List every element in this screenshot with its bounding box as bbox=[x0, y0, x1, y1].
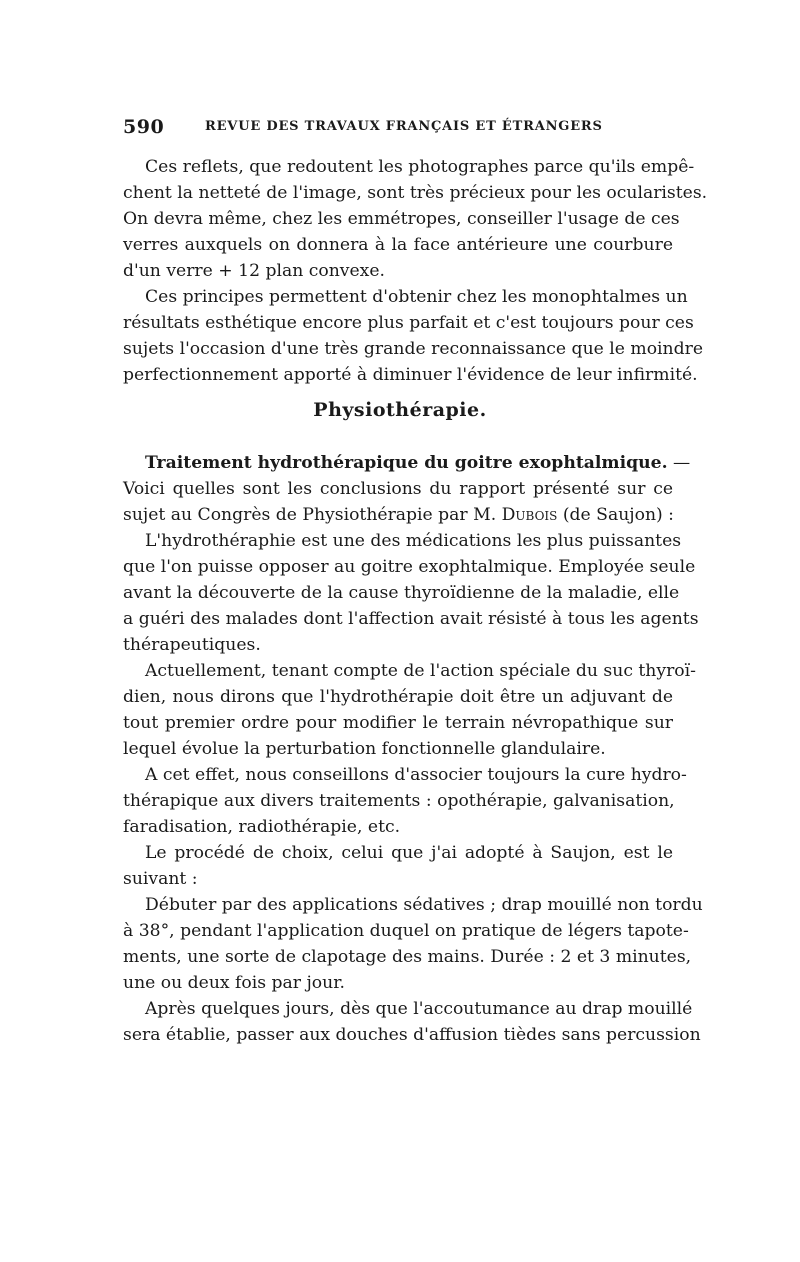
paragraph-6-line-2: suivant : bbox=[123, 869, 198, 889]
article-intro-line-2 bbox=[123, 502, 673, 528]
paragraph-1-line-5: d'un verre + 12 plan convexe. bbox=[123, 261, 386, 281]
paragraph-2-line-2: résultats esthétique encore plus parfait et c'est toujours pour ces bbox=[123, 313, 694, 333]
paragraph-6-line-1: Le procédé de choix, celui que j'ai adopté à Saujon, est le bbox=[145, 843, 673, 863]
paragraph-3-line-2: que l'on puisse opposer au goitre exophtalmique. Employée seule bbox=[123, 557, 696, 577]
paragraph-1-line-3: On devra même, chez les emmétropes, conseiller l'usage de ces bbox=[123, 209, 680, 229]
paragraph-3-line-3: avant la découverte de la cause thyroïdienne de la maladie, elle bbox=[123, 583, 680, 603]
running-title: REVUE DES TRAVAUX FRANÇAIS ET ÉTRANGERS bbox=[205, 119, 603, 134]
paragraph-7-line-2: à 38°, pendant l'application duquel on pratique de légers tapote- bbox=[123, 921, 689, 941]
article-title-dash: — bbox=[667, 453, 691, 473]
paragraph-4-line-3: tout premier ordre pour modifier le terrain névropathique sur bbox=[123, 713, 673, 733]
paragraph-7-line-3: ments, une sorte de clapotage des mains. Durée : 2 et 3 minutes, bbox=[123, 947, 692, 967]
article-author: Dubois bbox=[501, 505, 558, 525]
paragraph-8-line-1: Après quelques jours, dès que l'accoutumance au drap mouillé bbox=[145, 999, 693, 1019]
paragraph-4-line-2: dien, nous dirons que l'hydrothérapie doit être un adjuvant de bbox=[123, 687, 673, 707]
paragraph-2-line-3: sujets l'occasion d'une très grande reconnaissance que le moindre bbox=[123, 339, 704, 359]
article-heading-line bbox=[123, 450, 691, 476]
paragraph-4-line-4: lequel évolue la perturbation fonctionnelle glandulaire. bbox=[123, 739, 606, 759]
paragraph-4-line-1: Actuellement, tenant compte de l'action spéciale du suc thyroï- bbox=[145, 661, 696, 681]
paragraph-8-line-2: sera établie, passer aux douches d'affusion tièdes sans percussion bbox=[123, 1025, 701, 1045]
paragraph-5-line-2: thérapique aux divers traitements : opothérapie, galvanisation, bbox=[123, 791, 675, 811]
article-title: Traitement hydrothérapique du goitre exophtalmique. bbox=[145, 453, 668, 473]
paragraph-1-line-2: chent la netteté de l'image, sont très précieux pour les ocularistes. bbox=[123, 183, 708, 203]
paragraph-3-line-1: L'hydrothéraphie est une des médications les plus puissantes bbox=[145, 531, 682, 551]
article-intro-text: sujet au Congrès de Physiothérapie par M. bbox=[123, 505, 502, 525]
paragraph-5-line-1: A cet effet, nous conseillons d'associer toujours la cure hydro- bbox=[145, 765, 687, 785]
paragraph-3-line-5: thérapeutiques. bbox=[123, 635, 261, 655]
paragraph-7-line-1: Débuter par des applications sédatives ; drap mouillé non tordu bbox=[145, 895, 703, 915]
paragraph-2-line-4: perfectionnement apporté à diminuer l'évidence de leur infirmité. bbox=[123, 365, 698, 385]
paragraph-1-line-1: Ces reflets, que redoutent les photographes parce qu'ils empê- bbox=[145, 157, 695, 177]
paragraph-2-line-1: Ces principes permettent d'obtenir chez les monophtalmes un bbox=[145, 287, 688, 307]
section-title: Physiothérapie. bbox=[313, 399, 487, 421]
article-intro-line-1: Voici quelles sont les conclusions du rapport présenté sur ce bbox=[123, 479, 673, 499]
paragraph-1-line-4: verres auxquels on donnera à la face antérieure une courbure bbox=[123, 235, 673, 255]
paragraph-5-line-3: faradisation, radiothérapie, etc. bbox=[123, 817, 401, 837]
paragraph-3-line-4: a guéri des malades dont l'affection avait résisté à tous les agents bbox=[123, 609, 699, 629]
article-author-suffix: (de Saujon) : bbox=[557, 505, 674, 525]
page-header bbox=[123, 116, 673, 140]
paragraph-7-line-4: une ou deux fois par jour. bbox=[123, 973, 346, 993]
page-number: 590 bbox=[123, 116, 165, 138]
